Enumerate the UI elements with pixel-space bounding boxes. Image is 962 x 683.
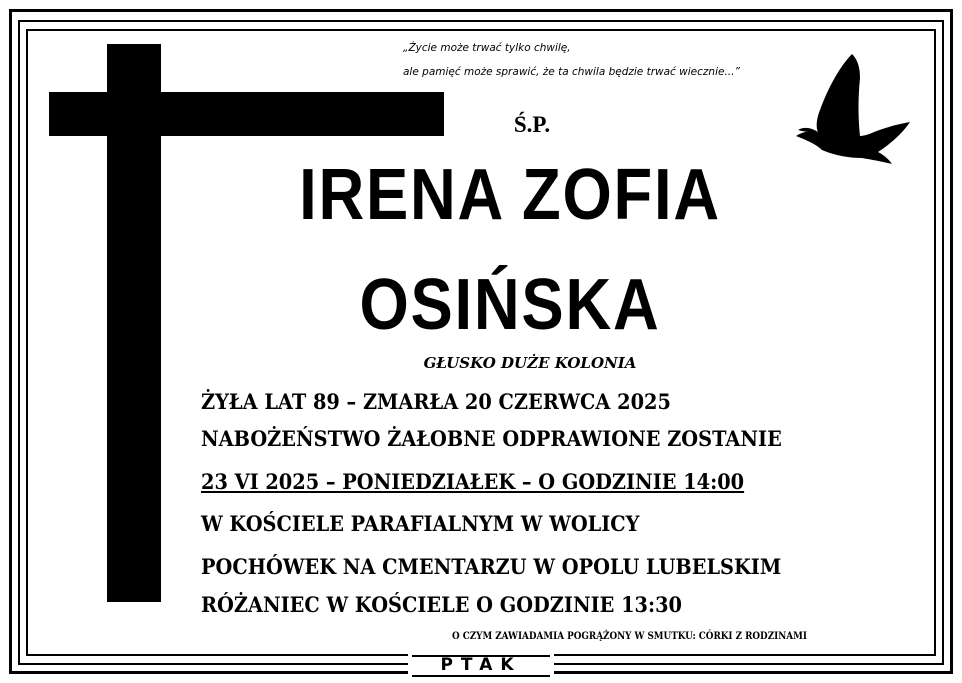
sp-abbreviation: Ś.P.	[513, 112, 551, 137]
family-notice: O CZYM ZAWIADAMIA POGRĄŻONY W SMUTKU: CÓRKI Z RODZINAMI	[452, 631, 807, 642]
dove-icon	[790, 48, 915, 168]
detail-line-burial: POCHÓWEK NA CMENTARZU W OPOLU LUBELSKIM	[201, 554, 782, 579]
hometown: GŁUSKO DUŻE KOLONIA	[423, 354, 637, 372]
detail-line-church: W KOŚCIELE PARAFIALNYM W WOLICY	[201, 511, 640, 536]
detail-line-service: NABOŻEŃSTWO ŻAŁOBNE ODPRAWIONE ZOSTANIE	[201, 426, 782, 451]
detail-line-age-death: ŻYŁA LAT 89 – ZMARŁA 20 CZERWCA 2025	[201, 389, 671, 414]
brand-logo: PTAK	[440, 655, 522, 675]
deceased-surname: OSIŃSKA	[359, 265, 661, 345]
deceased-first-names: IRENA ZOFIA	[299, 155, 721, 235]
detail-line-rosary: RÓŻANIEC W KOŚCIELE O GODZINIE 13:30	[201, 592, 683, 617]
quote-line-2: ale pamięć może sprawić, że ta chwila będzie trwać wiecznie...”	[403, 66, 740, 78]
quote-line-1: „Życie może trwać tylko chwilę,	[403, 42, 571, 54]
detail-line-date-time: 23 VI 2025 – PONIEDZIAŁEK – O GODZINIE 14:00	[201, 469, 745, 494]
